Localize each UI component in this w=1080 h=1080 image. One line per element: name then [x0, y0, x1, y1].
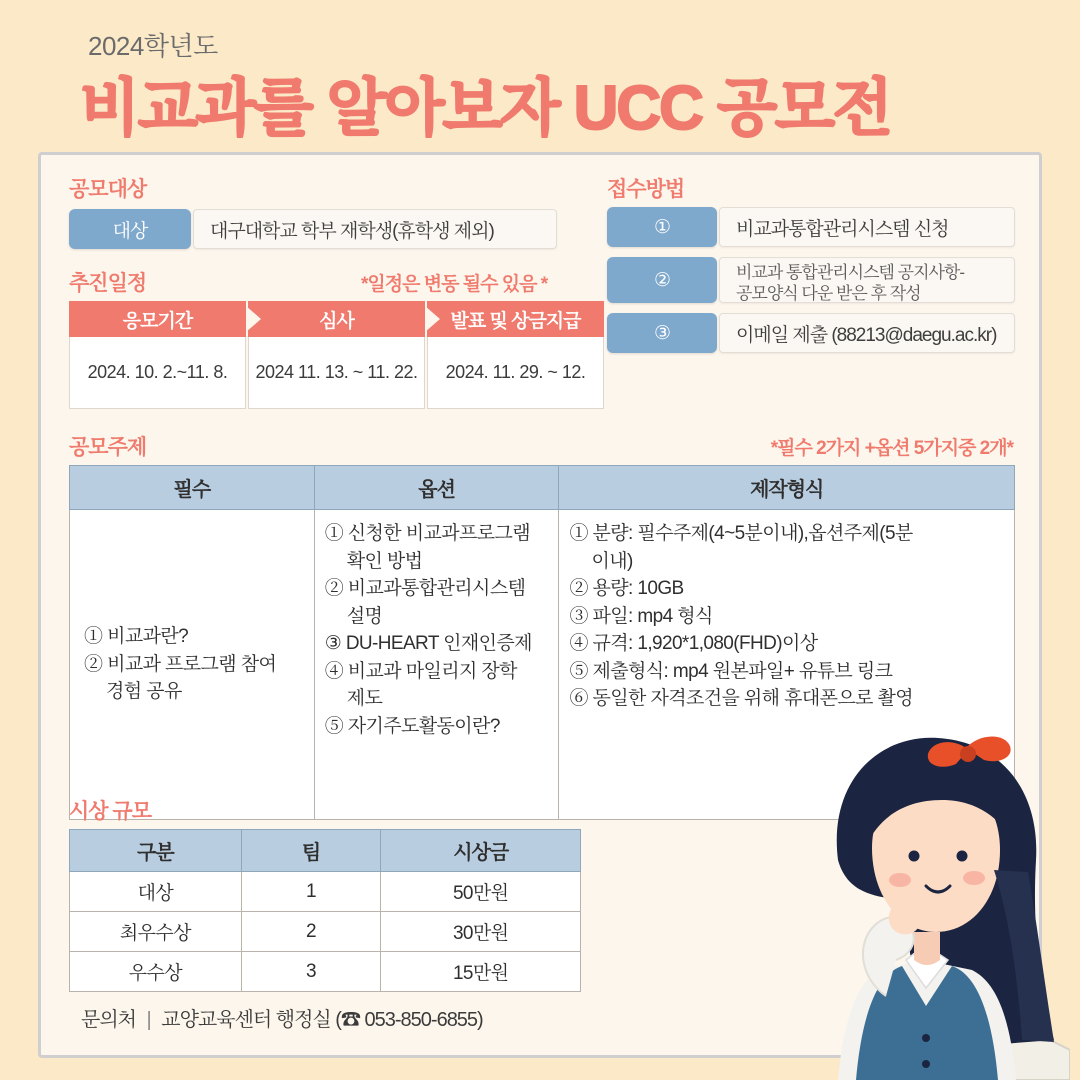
schedule-note: *일정은 변동 될수 있음 *: [361, 274, 548, 295]
topic-th-option: 옵션: [314, 466, 559, 510]
topic-th-format: 제작형식: [559, 466, 1015, 510]
option-item-4-cont: 제도: [346, 688, 383, 710]
page-title: 비교과를 알아보자 UCC 공모전: [80, 74, 891, 143]
option-item-2-cont: 설명: [346, 605, 383, 627]
section-label-topic: 공모주제: [69, 436, 147, 459]
apply-step-number-1: ①: [607, 207, 717, 247]
apply-step-number-2: ②: [607, 257, 717, 303]
prize-table-header-row: [70, 830, 581, 872]
topic-cell-options: [314, 510, 559, 820]
topic-table-header-row: [70, 466, 1015, 510]
apply-step-text-2: [719, 257, 1015, 303]
prize-team-2: 2: [241, 912, 381, 952]
option-item-1: ① 신청한 비교과프로그램: [324, 523, 531, 544]
topic-cell-required: [70, 510, 315, 820]
target-value: 대구대학교 학부 재학생(휴학생 제외): [193, 209, 557, 249]
section-label-target: 공모대상: [69, 178, 147, 201]
format-item-1: ① 분량: 필수주제(4~5분이내),옵션주제(5분: [569, 523, 913, 544]
topic-note: *필수 2가지 +옵션 5가지중 2개*: [770, 438, 1013, 459]
prize-table: [69, 829, 581, 992]
prize-th-amount: 시상금: [381, 830, 581, 872]
apply-step-number-3: ③: [607, 313, 717, 353]
schedule-body-1: 2024. 10. 2.~11. 8.: [69, 337, 246, 409]
contact-text: 교양교육센터 행정실 (☎ 053-850-6855): [161, 1009, 483, 1031]
section-label-prize: 시상 규모: [69, 800, 151, 823]
topic-th-required: 필수: [70, 466, 315, 510]
illustration-person: [710, 720, 1070, 1080]
format-item-1-cont: 이내): [591, 550, 633, 572]
prize-team-3: 3: [241, 952, 381, 992]
option-item-1-cont: 확인 방법: [346, 550, 423, 572]
contact-line: [81, 1003, 483, 1032]
contact-separator: |: [146, 1009, 151, 1031]
schedule-body-2: 2024 11. 13. ~ 11. 22.: [248, 337, 425, 409]
apply-step-text-2-line1: 비교과 통합관리시스템 공지사항-: [736, 263, 965, 282]
section-label-apply: 접수방법: [607, 178, 685, 201]
prize-grade-1: 대상: [70, 872, 242, 912]
schedule-head-2: 심사: [248, 301, 425, 337]
schedule-head-3: 발표 및 상금지급: [427, 301, 604, 337]
apply-step-text-3: 이메일 제출 (88213@daegu.ac.kr): [719, 313, 1015, 353]
prize-amount-2: 30만원: [381, 912, 581, 952]
contact-label: 문의처: [81, 1009, 136, 1031]
option-item-2: ② 비교과통합관리시스템: [324, 578, 526, 600]
arrow-right-icon-2: [425, 306, 440, 332]
academic-year: 2024학년도: [88, 31, 218, 61]
prize-table-row: [70, 912, 581, 952]
section-label-schedule: 추진일정: [69, 272, 147, 295]
target-chip: 대상: [69, 209, 191, 249]
format-item-5: ⑤ 제출형식: mp4 원본파일+ 유튜브 링크: [569, 660, 893, 682]
schedule-body-3: 2024. 11. 29. ~ 12.: [427, 337, 604, 409]
prize-amount-3: 15만원: [381, 952, 581, 992]
apply-step-text-2-line2: 공모양식 다운 받은 후 작성: [736, 284, 921, 304]
required-item-1: ① 비교과란?: [84, 626, 189, 648]
format-item-6: ⑥ 동일한 자격조건을 위해 휴대폰으로 촬영: [569, 688, 914, 710]
apply-step-text-1: 비교과통합관리시스템 신청: [719, 207, 1015, 247]
prize-th-grade: 구분: [70, 830, 242, 872]
option-item-5: ⑤ 자기주도활동이란?: [324, 715, 500, 737]
option-item-3: ③ DU-HEART 인재인증제: [324, 633, 532, 655]
prize-th-team: 팀: [241, 830, 381, 872]
required-item-2: ② 비교과 프로그램 참여: [84, 653, 277, 675]
format-item-3: ③ 파일: mp4 형식: [569, 605, 713, 627]
arrow-right-icon: [246, 306, 261, 332]
required-item-2-cont: 경험 공유: [106, 681, 182, 703]
poster-header: [0, 0, 1080, 152]
option-item-4: ④ 비교과 마일리지 장학: [324, 660, 517, 682]
prize-grade-3: 우수상: [70, 952, 242, 992]
prize-table-row: [70, 952, 581, 992]
format-item-2: ② 용량: 10GB: [569, 578, 684, 600]
prize-team-1: 1: [241, 872, 381, 912]
prize-amount-1: 50만원: [381, 872, 581, 912]
prize-grade-2: 최우수상: [70, 912, 242, 952]
schedule-head-1: 응모기간: [69, 301, 246, 337]
prize-table-row: [70, 872, 581, 912]
format-item-4: ④ 규격: 1,920*1,080(FHD)이상: [569, 633, 818, 655]
